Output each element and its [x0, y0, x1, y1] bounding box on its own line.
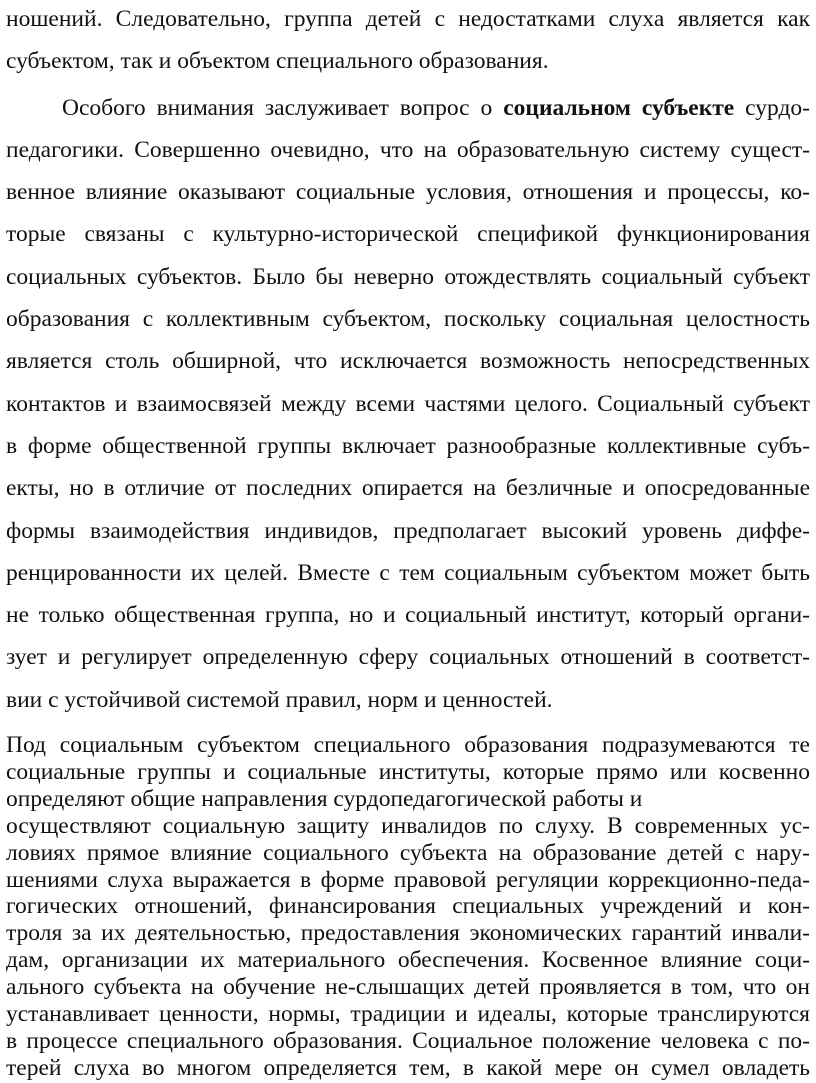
- text-line: ловиях прямое влияние социального субъекта на образование детей с нару-: [6, 839, 810, 866]
- paragraph-3: [6, 732, 810, 1082]
- text-line: терей слуха во многом определяется тем, в какой мере он сумел овладеть: [6, 1054, 810, 1081]
- text-line: образования с коллективным субъектом, поскольку социальная целостность: [6, 306, 810, 333]
- text-line: субъектом, так и объектом специального образования.: [6, 48, 549, 75]
- text-line: осуществляют социальную защиту инвалидов по слуху. В современных ус-: [6, 812, 810, 839]
- text-line: екты, но в отличие от последних опирается на безличные и опосредованные: [6, 475, 810, 502]
- text-line: ношений. Следовательно, группа детей с недостатками слуха является как: [6, 6, 810, 32]
- paragraph-2: [6, 87, 810, 721]
- text-line: зует и регулирует определенную сферу социальных отношений в соответст-: [6, 644, 810, 671]
- text-line: ального субъекта на обучение не-слышащих детей проявляется в том, что он: [6, 974, 810, 1001]
- text-line: определяют общие направления сурдопедагогической работы и: [6, 785, 643, 812]
- text-line: в процессе специального образования. Социальное положение человека с по-: [6, 1027, 810, 1054]
- text-run: сурдо-: [734, 94, 810, 121]
- text-line: троля за их деятельностью, предоставления экономических гарантий инвали-: [6, 920, 810, 947]
- text-line: дам, организации их материального обеспечения. Косвенное влияние соци-: [6, 947, 810, 974]
- text-line: ренцированности их целей. Вместе с тем социальным субъектом может быть: [6, 559, 810, 586]
- document-page: [6, 0, 810, 1082]
- text-line: контактов и взаимосвязей между всеми частями целого. Социальный субъект: [6, 390, 810, 417]
- text-line: в форме общественной группы включает разнообразные коллективные субъ-: [6, 432, 810, 459]
- text-line: устанавливает ценности, нормы, традиции и идеалы, которые транслируются: [6, 1000, 810, 1027]
- text-line-first: [6, 87, 810, 129]
- text-line: формы взаимодействия индивидов, предполагает высокий уровень диффе-: [6, 517, 810, 544]
- text-line: вии с устойчивой системой правил, норм и ценностей.: [6, 686, 553, 713]
- text-run: Особого внимания заслуживает вопрос о: [62, 94, 504, 121]
- paragraph-1: [6, 0, 810, 83]
- text-line: является столь обширной, что исключается возможность непосредственных: [6, 348, 810, 375]
- text-line: шениями слуха выражается в форме правовой регуляции коррекционно-педа-: [6, 866, 810, 893]
- text-line: гогических отношений, финансирования специальных учреждений и кон-: [6, 893, 810, 920]
- text-line: социальные группы и социальные институты, которые прямо или косвенно: [6, 758, 810, 785]
- text-line: Под социальным субъектом специального образования подразумеваются те: [6, 732, 810, 759]
- text-line: торые связаны с культурно-исторической спецификой функционирования: [6, 221, 810, 248]
- bold-term: социальном субъекте: [503, 94, 735, 121]
- text-line: венное влияние оказывают социальные условия, отношения и процессы, ко-: [6, 179, 810, 206]
- text-line: не только общественная группа, но и социальный институт, который органи-: [6, 602, 810, 629]
- text-line: социальных субъектов. Было бы неверно отождествлять социальный субъект: [6, 263, 810, 290]
- text-line: педагогики. Совершенно очевидно, что на образовательную систему сущест-: [6, 136, 810, 163]
